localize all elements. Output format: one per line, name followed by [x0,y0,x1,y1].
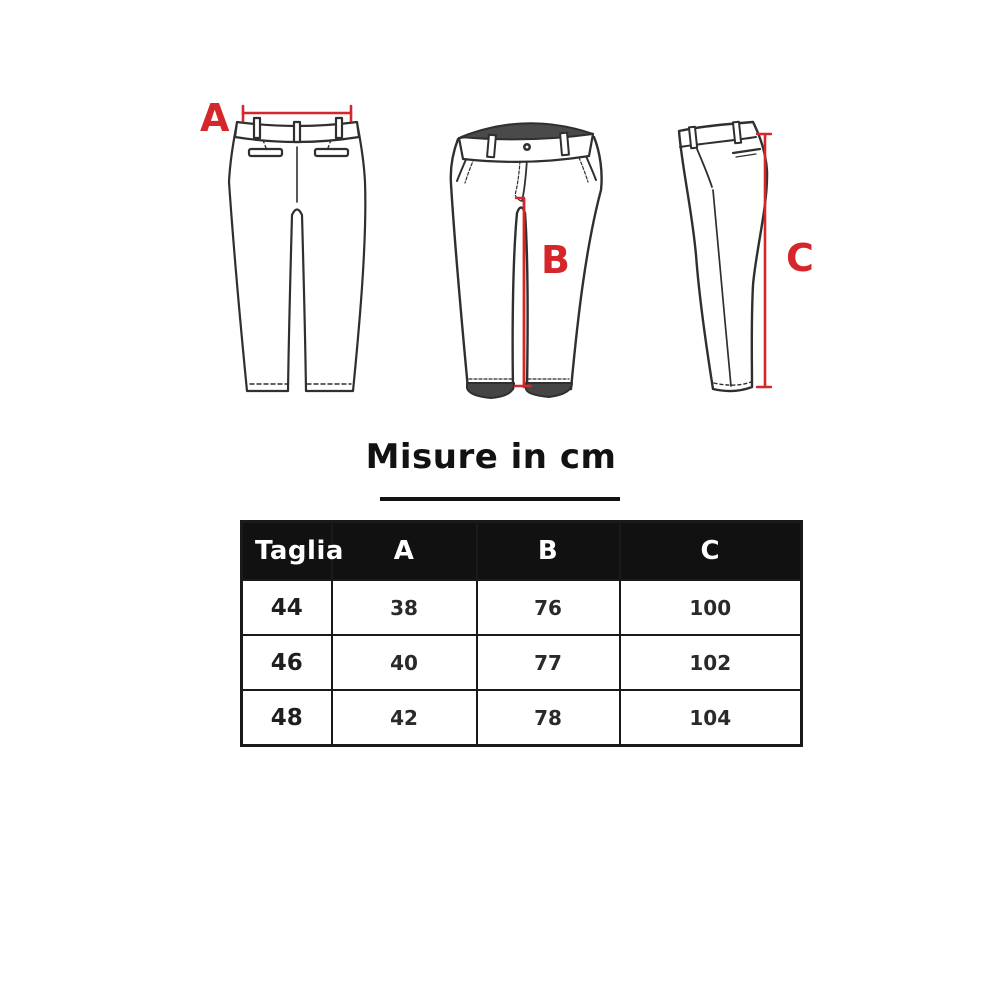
table-row [242,635,802,690]
cell-b: 76 [477,580,620,635]
pants-back-view-icon [229,118,365,391]
cell-c: 102 [620,635,802,690]
cell-c: 104 [620,690,802,746]
title-underline [380,497,620,501]
table-row [242,580,802,635]
cell-c: 100 [620,580,802,635]
measure-label-b: B [541,238,570,282]
cell-a: 38 [332,580,477,635]
header-c: C [620,522,802,581]
pants-side-view-icon [679,122,767,391]
cell-b: 78 [477,690,620,746]
cell-a: 42 [332,690,477,746]
table-header-row [242,522,802,581]
pants-measurement-diagram [0,0,1000,460]
cell-size: 44 [242,580,332,635]
size-table [240,520,803,747]
cell-size: 48 [242,690,332,746]
cell-b: 77 [477,635,620,690]
page-title: Misure in cm [365,437,617,477]
measure-label-a: A [200,96,230,140]
cell-size: 46 [242,635,332,690]
header-a: A [332,522,477,581]
measure-label-c: C [786,236,814,280]
cell-a: 40 [332,635,477,690]
header-b: B [477,522,620,581]
table-row [242,690,802,746]
pants-front-view-icon [451,123,602,398]
header-taglia: Taglia [242,522,332,581]
